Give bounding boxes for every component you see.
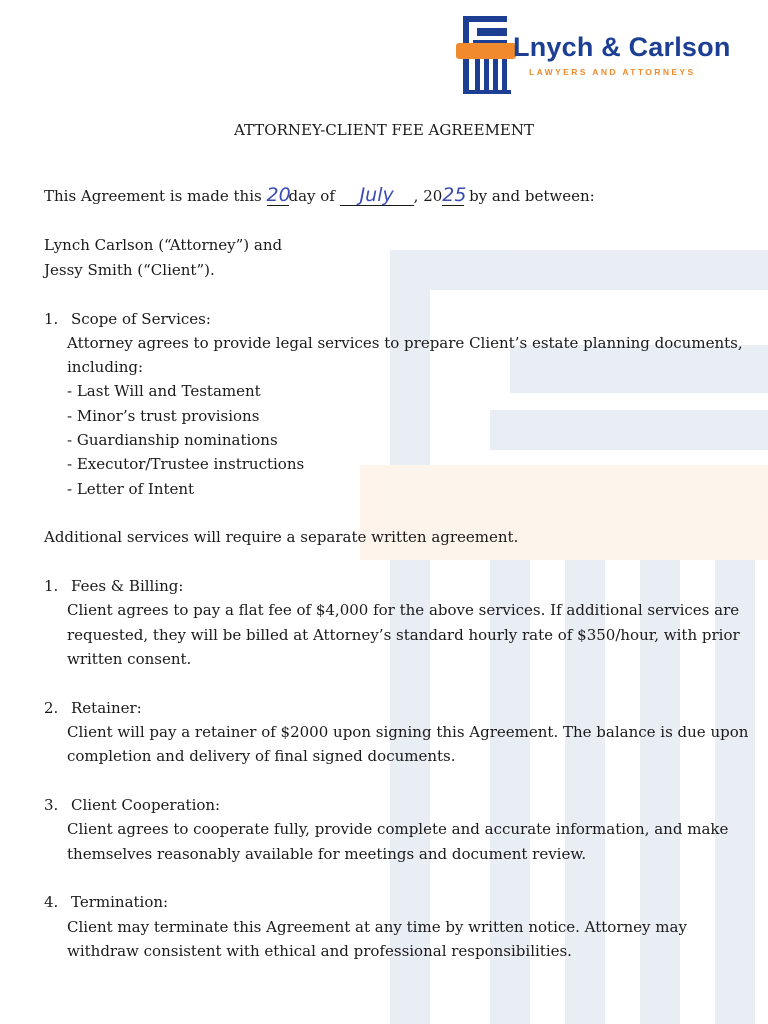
month-field[interactable] <box>340 186 414 206</box>
scope-list-item: - Minor’s trust provisions <box>67 407 260 425</box>
section-heading: Client Cooperation: <box>71 796 221 814</box>
year-field[interactable] <box>442 184 467 206</box>
section-heading: Retainer: <box>71 699 142 717</box>
firm-name: Lnych & Carlson <box>513 32 731 62</box>
scope-list-item: - Guardianship nominations <box>67 431 278 449</box>
retainer-line: completion and delivery of final signed documents. <box>67 747 456 765</box>
section-heading: Termination: <box>71 893 169 911</box>
document-title: ATTORNEY-CLIENT FEE AGREEMENT <box>233 121 535 139</box>
scope-list-item: - Executor/Trustee instructions <box>67 455 305 473</box>
fees-line: written consent. <box>67 650 192 668</box>
section-number: 1. <box>44 310 59 328</box>
firm-tagline: LAWYERS AND ATTORNEYS <box>529 67 696 77</box>
party-attorney: Lynch Carlson (“Attorney”) and <box>44 236 283 254</box>
year-value: 25 <box>442 184 467 206</box>
day-field[interactable] <box>267 186 289 206</box>
fees-line: requested, they will be billed at Attorney’s standard hourly rate of $350/hour, with prior <box>67 626 740 644</box>
termination-line: Client may terminate this Agreement at any time by written notice. Attorney may <box>67 918 687 936</box>
section-termination-heading <box>44 892 168 912</box>
firm-logo <box>455 14 755 96</box>
section-heading: Scope of Services: <box>71 310 211 328</box>
intro-line <box>44 186 595 206</box>
section-retainer-heading <box>44 698 142 718</box>
additional-services-note: Additional services will require a separate written agreement. <box>44 528 519 546</box>
cooperation-line: themselves reasonably available for meetings and document review. <box>67 845 587 863</box>
scope-line: Attorney agrees to provide legal services to prepare Client’s estate planning documents, <box>67 334 743 352</box>
section-number: 4. <box>44 893 59 911</box>
scope-line: including: <box>67 358 144 376</box>
section-scope-heading <box>44 309 211 329</box>
retainer-line: Client will pay a retainer of $2000 upon signing this Agreement. The balance is due upon <box>67 723 749 741</box>
termination-line: withdraw consistent with ethical and professional responsibilities. <box>67 942 572 960</box>
intro-text-4: by and between: <box>469 187 595 205</box>
intro-text-1: This Agreement is made this <box>44 187 262 205</box>
section-number: 2. <box>44 699 59 717</box>
party-client: Jessy Smith (“Client”). <box>44 261 215 279</box>
section-cooperation-heading <box>44 795 220 815</box>
section-heading: Fees & Billing: <box>71 577 184 595</box>
intro-text-3: , 20 <box>413 187 443 205</box>
intro-text-2: day of <box>288 187 335 205</box>
scope-list-item: - Last Will and Testament <box>67 382 261 400</box>
day-value: 20 <box>266 184 291 206</box>
scope-list-item: - Letter of Intent <box>67 480 195 498</box>
section-fees-heading <box>44 576 183 596</box>
section-number: 1. <box>44 577 59 595</box>
fees-line: Client agrees to pay a flat fee of $4,000 for the above services. If additional services are <box>67 601 740 619</box>
section-number: 3. <box>44 796 59 814</box>
cooperation-line: Client agrees to cooperate fully, provide complete and accurate information, and make <box>67 820 729 838</box>
month-value: July <box>359 184 394 206</box>
